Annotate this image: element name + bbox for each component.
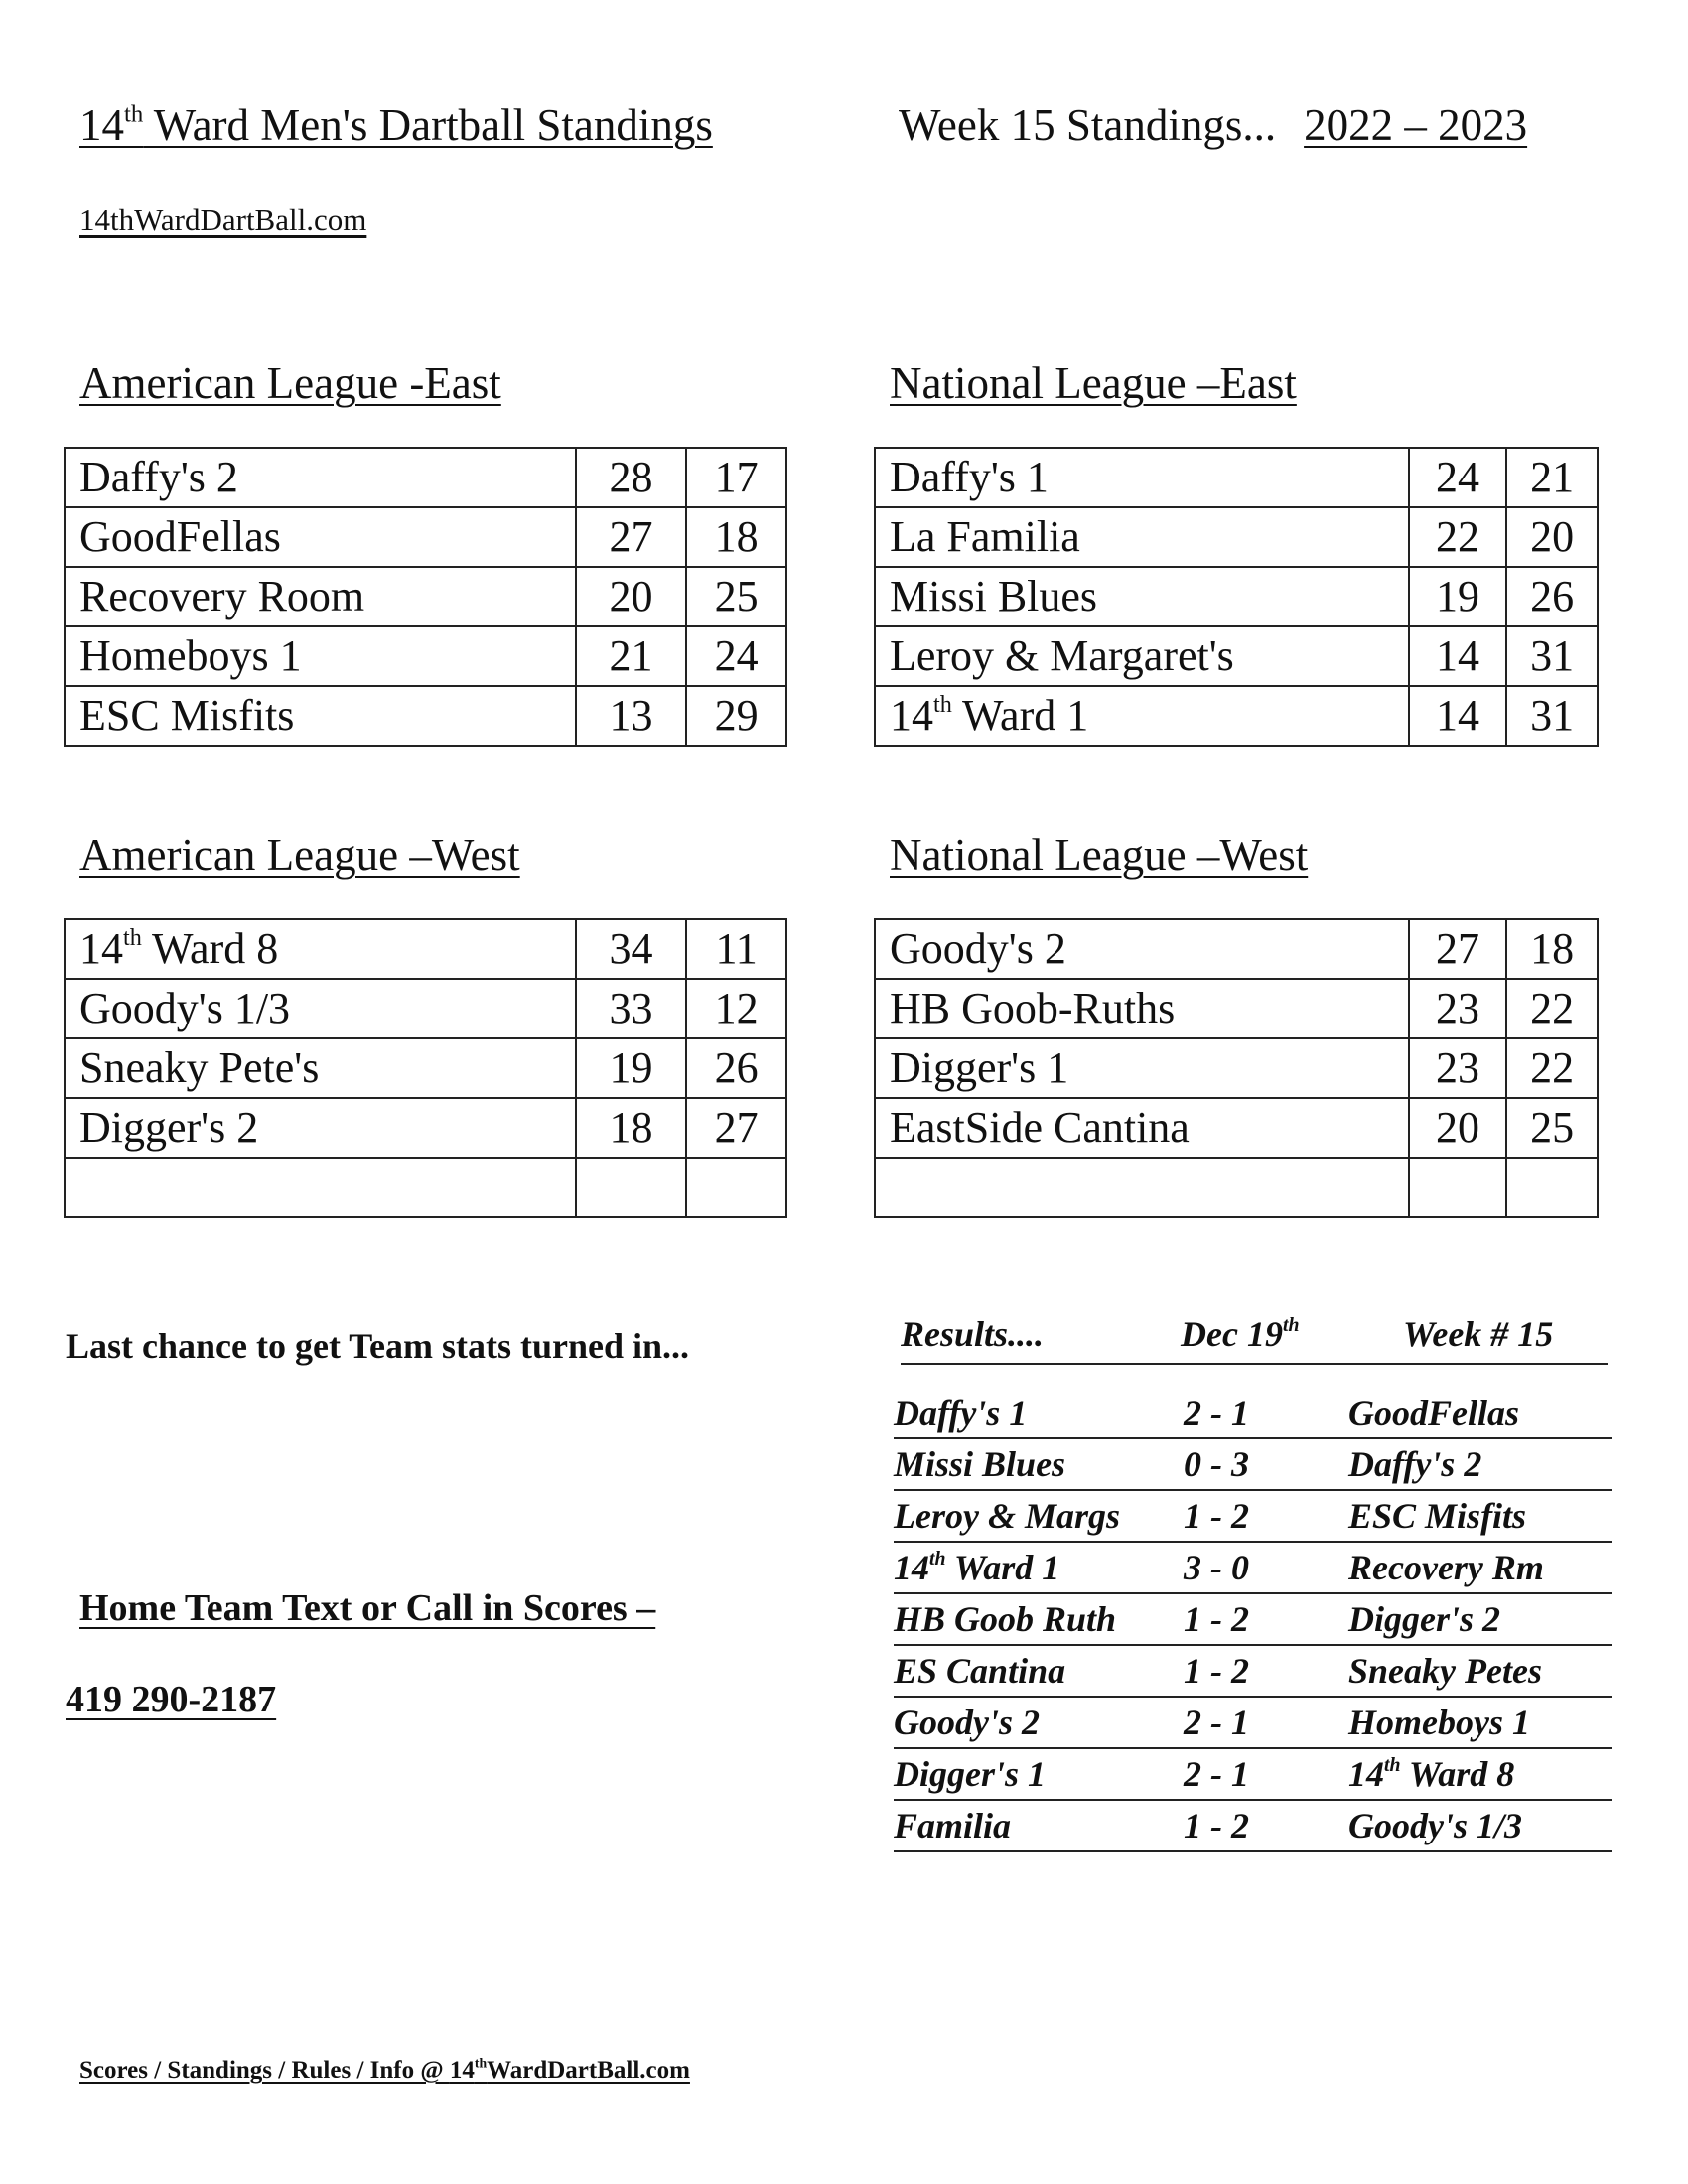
- result-row: [894, 1801, 1612, 1852]
- home-team: 14th Ward 1: [894, 1548, 1060, 1587]
- table-row: [65, 1038, 786, 1098]
- results-header: [901, 1313, 1608, 1365]
- losses: 11: [686, 919, 786, 979]
- losses: 29: [686, 686, 786, 746]
- table-row: [65, 686, 786, 746]
- season-label: 2022 – 2023: [1304, 100, 1528, 150]
- table-row: [65, 507, 786, 567]
- table-row: [875, 1038, 1598, 1098]
- team-name: [65, 1158, 576, 1217]
- losses: 25: [1506, 1098, 1598, 1158]
- score: 2 - 1: [1184, 1754, 1249, 1794]
- wins: 20: [1409, 1098, 1507, 1158]
- website-link[interactable]: 14thWardDartBall.com: [79, 203, 367, 237]
- away-team: ESC Misfits: [1348, 1496, 1527, 1536]
- nl-east-heading: National League –East: [890, 358, 1297, 408]
- table-row: [875, 626, 1598, 686]
- result-row: [894, 1646, 1612, 1698]
- losses: 25: [686, 567, 786, 626]
- table-row: [875, 686, 1598, 746]
- nl-east-table: [874, 447, 1599, 747]
- wins: 19: [1409, 567, 1507, 626]
- nl-west-table: [874, 918, 1599, 1218]
- home-team: Missi Blues: [894, 1444, 1066, 1484]
- table-row: [65, 1098, 786, 1158]
- wins: [576, 1158, 687, 1217]
- away-team: Digger's 2: [1348, 1599, 1500, 1639]
- away-team: Goody's 1/3: [1348, 1806, 1522, 1845]
- score: 0 - 3: [1184, 1444, 1249, 1484]
- page-title: 14th Ward Men's Dartball Standings: [79, 100, 713, 150]
- table-row: [875, 1158, 1598, 1217]
- score: 3 - 0: [1184, 1548, 1249, 1587]
- wins: 14: [1409, 626, 1507, 686]
- wins: 23: [1409, 979, 1507, 1038]
- table-row: [65, 1158, 786, 1217]
- home-team: Familia: [894, 1806, 1012, 1845]
- team-name: [875, 1158, 1409, 1217]
- table-row: [875, 919, 1598, 979]
- losses: 12: [686, 979, 786, 1038]
- wins: [1409, 1158, 1507, 1217]
- wins: 14: [1409, 686, 1507, 746]
- home-team: HB Goob Ruth: [894, 1599, 1117, 1639]
- away-team: Recovery Rm: [1348, 1548, 1544, 1587]
- away-team: 14th Ward 8: [1348, 1754, 1515, 1794]
- team-name: Digger's 1: [875, 1038, 1409, 1098]
- home-team: Leroy & Margs: [894, 1496, 1120, 1536]
- team-name: Goody's 2: [875, 919, 1409, 979]
- home-team: Daffy's 1: [894, 1393, 1028, 1433]
- wins: 21: [576, 626, 687, 686]
- wins: 13: [576, 686, 687, 746]
- team-name: Sneaky Pete's: [65, 1038, 576, 1098]
- losses: 18: [686, 507, 786, 567]
- team-name: HB Goob-Ruths: [875, 979, 1409, 1038]
- losses: 17: [686, 448, 786, 507]
- wins: 22: [1409, 507, 1507, 567]
- losses: 22: [1506, 1038, 1598, 1098]
- wins: 18: [576, 1098, 687, 1158]
- table-row: [875, 567, 1598, 626]
- phone-number[interactable]: 419 290-2187: [66, 1679, 277, 1720]
- losses: 31: [1506, 686, 1598, 746]
- losses: 27: [686, 1098, 786, 1158]
- wins: 20: [576, 567, 687, 626]
- week-label: Week 15 Standings...: [899, 100, 1277, 150]
- team-name: Homeboys 1: [65, 626, 576, 686]
- losses: [686, 1158, 786, 1217]
- stats-notice: Last chance to get Team stats turned in...: [66, 1326, 689, 1366]
- losses: 18: [1506, 919, 1598, 979]
- table-row: [65, 448, 786, 507]
- team-name: Leroy & Margaret's: [875, 626, 1409, 686]
- results-date: Dec 19th: [1181, 1314, 1300, 1354]
- table-row: [875, 979, 1598, 1038]
- score: 1 - 2: [1184, 1651, 1249, 1691]
- wins: 24: [1409, 448, 1507, 507]
- wins: 19: [576, 1038, 687, 1098]
- wins: 27: [576, 507, 687, 567]
- team-name: Goody's 1/3: [65, 979, 576, 1038]
- away-team: GoodFellas: [1348, 1393, 1520, 1433]
- result-row: [894, 1698, 1612, 1749]
- results-week: Week # 15: [1403, 1314, 1554, 1354]
- al-west-table: [64, 918, 787, 1218]
- result-row: [894, 1594, 1612, 1646]
- losses: 24: [686, 626, 786, 686]
- score: 2 - 1: [1184, 1703, 1249, 1742]
- table-row: [875, 448, 1598, 507]
- result-row: [894, 1388, 1612, 1439]
- losses: 21: [1506, 448, 1598, 507]
- result-row: [894, 1439, 1612, 1491]
- losses: 26: [1506, 567, 1598, 626]
- wins: 28: [576, 448, 687, 507]
- score: 2 - 1: [1184, 1393, 1249, 1433]
- results-label: Results....: [901, 1314, 1045, 1354]
- team-name: Digger's 2: [65, 1098, 576, 1158]
- result-row: [894, 1749, 1612, 1801]
- away-team: Daffy's 2: [1348, 1444, 1482, 1484]
- losses: 20: [1506, 507, 1598, 567]
- footer-links[interactable]: Scores / Standings / Rules / Info @ 14thWardDartBall.com: [79, 2055, 690, 2084]
- score: 1 - 2: [1184, 1599, 1249, 1639]
- week-standings-header: [899, 99, 1527, 151]
- losses: 26: [686, 1038, 786, 1098]
- wins: 34: [576, 919, 687, 979]
- table-row: [875, 1098, 1598, 1158]
- table-row: [65, 979, 786, 1038]
- wins: 27: [1409, 919, 1507, 979]
- away-team: Homeboys 1: [1348, 1703, 1530, 1742]
- al-west-heading: American League –West: [79, 830, 520, 880]
- result-row: [894, 1543, 1612, 1594]
- score: 1 - 2: [1184, 1806, 1249, 1845]
- table-row: [65, 626, 786, 686]
- team-name: Missi Blues: [875, 567, 1409, 626]
- table-row: [65, 567, 786, 626]
- team-name: GoodFellas: [65, 507, 576, 567]
- team-name: EastSide Cantina: [875, 1098, 1409, 1158]
- team-name: 14th Ward 8: [65, 919, 576, 979]
- team-name: 14th Ward 1: [875, 686, 1409, 746]
- al-east-heading: American League -East: [79, 358, 501, 408]
- team-name: La Familia: [875, 507, 1409, 567]
- team-name: ESC Misfits: [65, 686, 576, 746]
- home-team: Goody's 2: [894, 1703, 1040, 1742]
- team-name: Recovery Room: [65, 567, 576, 626]
- result-row: [894, 1491, 1612, 1543]
- score: 1 - 2: [1184, 1496, 1249, 1536]
- away-team: Sneaky Petes: [1348, 1651, 1542, 1691]
- team-name: Daffy's 1: [875, 448, 1409, 507]
- losses: 22: [1506, 979, 1598, 1038]
- losses: [1506, 1158, 1598, 1217]
- home-team: ES Cantina: [894, 1651, 1066, 1691]
- wins: 33: [576, 979, 687, 1038]
- al-east-table: [64, 447, 787, 747]
- wins: 23: [1409, 1038, 1507, 1098]
- team-name: Daffy's 2: [65, 448, 576, 507]
- losses: 31: [1506, 626, 1598, 686]
- nl-west-heading: National League –West: [890, 830, 1309, 880]
- table-row: [875, 507, 1598, 567]
- home-team: Digger's 1: [894, 1754, 1046, 1794]
- home-team-instructions: Home Team Text or Call in Scores –: [79, 1587, 656, 1629]
- table-row: [65, 919, 786, 979]
